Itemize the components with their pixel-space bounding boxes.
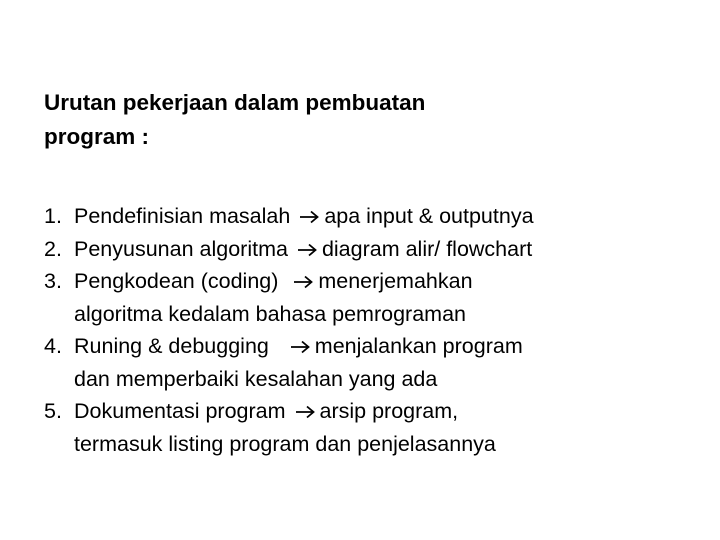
steps-list: [44, 200, 704, 460]
step-number: 2.: [44, 236, 62, 261]
arrow-right-icon: [297, 243, 318, 257]
step-term: Dokumentasi program: [74, 399, 286, 423]
step-gap: [288, 237, 294, 261]
step-gap: [278, 269, 290, 293]
step-number: 1.: [44, 204, 62, 228]
list-item: [44, 330, 704, 395]
step-description: menjalankan program: [314, 334, 523, 358]
step-description-continued: algoritma kedalam bahasa pemrograman: [74, 301, 466, 326]
step-term: Pendefinisian masalah: [74, 204, 291, 228]
step-line: [74, 330, 704, 363]
slide-title: [44, 86, 664, 154]
step-term: Pengkodean (coding): [74, 269, 279, 293]
list-item: [44, 395, 704, 460]
arrow-right-icon: [290, 340, 311, 354]
step-description: apa input & outputnya: [324, 204, 534, 228]
list-item: [44, 265, 704, 330]
step-description: menerjemahkan: [318, 269, 473, 293]
step-line: [74, 233, 704, 266]
step-line: [74, 265, 704, 298]
step-number: 5.: [44, 399, 62, 423]
title-line: Urutan pekerjaan dalam pembuatan: [44, 90, 426, 115]
arrow-right-icon: [299, 210, 320, 224]
step-gap: [269, 334, 287, 358]
step-line: [74, 200, 704, 233]
title-line: program :: [44, 124, 150, 149]
step-description: diagram alir/ flowchart: [321, 236, 533, 261]
step-description: arsip program,: [319, 399, 459, 423]
step-term: Penyusunan algoritma: [74, 236, 288, 261]
step-description-continued: termasuk listing program dan penjelasannya: [74, 431, 496, 456]
step-number: 3.: [44, 269, 62, 293]
step-line: [74, 395, 704, 428]
step-gap: [286, 399, 292, 423]
step-number: 4.: [44, 334, 62, 358]
arrow-right-icon: [295, 405, 316, 419]
step-gap: [290, 204, 296, 228]
arrow-right-icon: [293, 275, 314, 289]
list-item: [44, 200, 704, 233]
step-term: Runing & debugging: [74, 334, 269, 358]
list-item: [44, 233, 704, 266]
step-description-continued: dan memperbaiki kesalahan yang ada: [74, 366, 438, 391]
